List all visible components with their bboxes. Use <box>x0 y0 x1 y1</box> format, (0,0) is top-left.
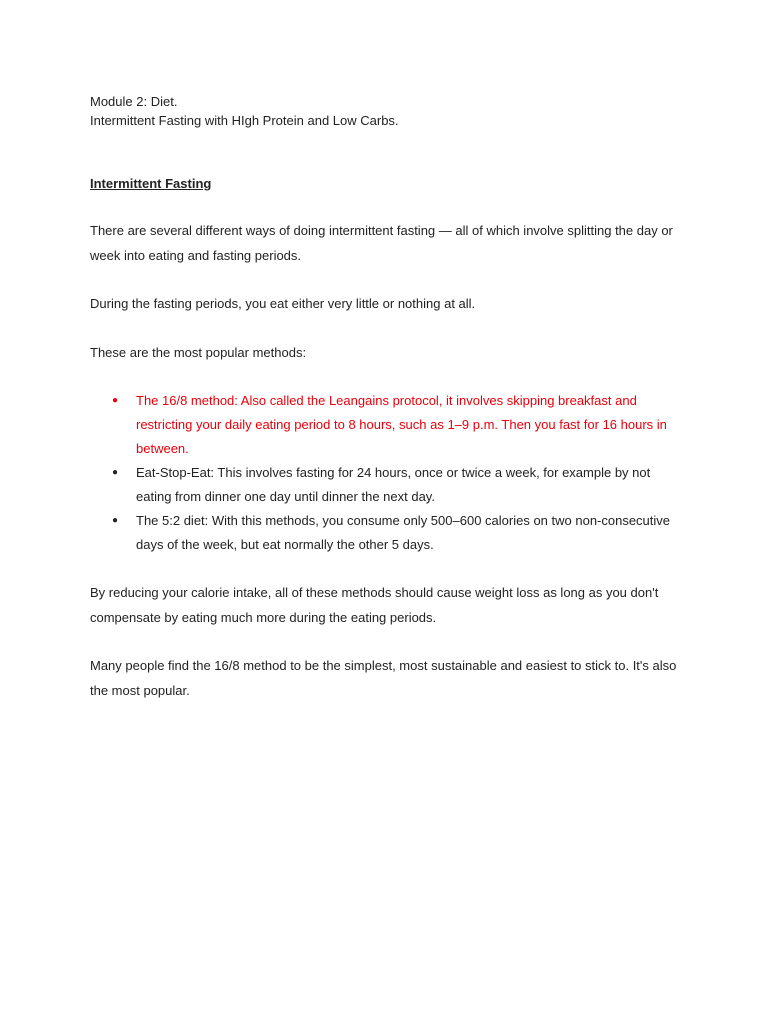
closing-paragraph: Many people find the 16/8 method to be the simplest, most sustainable and easiest to stick to. It's also the most popular. <box>90 658 677 698</box>
bullet-icon: ● <box>112 515 119 526</box>
list-item-16-8-method <box>90 389 680 461</box>
intro-paragraph: There are several different ways of doing intermittent fasting — all of which involve splitting the day or week into eating and fasting periods. <box>90 223 673 263</box>
list-item-text: The 5:2 diet: With this methods, you consume only 500–600 calories on two non-consecutive days of the week, but eat normally the other 5 days. <box>136 513 671 552</box>
fasting-periods-paragraph: During the fasting periods, you eat either very little or nothing at all. <box>90 296 476 311</box>
section-heading: Intermittent Fasting <box>90 176 212 191</box>
document-page <box>90 92 680 703</box>
module-title: Module 2: Diet. <box>90 94 178 109</box>
bullet-icon: ● <box>112 395 119 406</box>
bullet-icon: ● <box>112 467 119 478</box>
list-item-text: Eat-Stop-Eat: This involves fasting for 24 hours, once or twice a week, for example by not eating from dinner one day until dinner the next day. <box>136 465 651 504</box>
methods-intro-paragraph: These are the most popular methods: <box>90 344 307 360</box>
list-item-text: The 16/8 method: Also called the Leangains protocol, it involves skipping breakfast and restricting your daily eating period to 8 hours, such as 1–9 p.m. Then you fast for 16 hours in between. <box>136 393 667 456</box>
module-subtitle: Intermittent Fasting with HIgh Protein and Low Carbs. <box>90 113 399 128</box>
methods-list <box>90 389 680 557</box>
list-item-eat-stop-eat <box>90 461 680 509</box>
calorie-paragraph: By reducing your calorie intake, all of these methods should cause weight loss as long as you don't compensate by eating much more during the eating periods. <box>90 585 659 625</box>
list-item-5-2-diet <box>90 509 680 557</box>
